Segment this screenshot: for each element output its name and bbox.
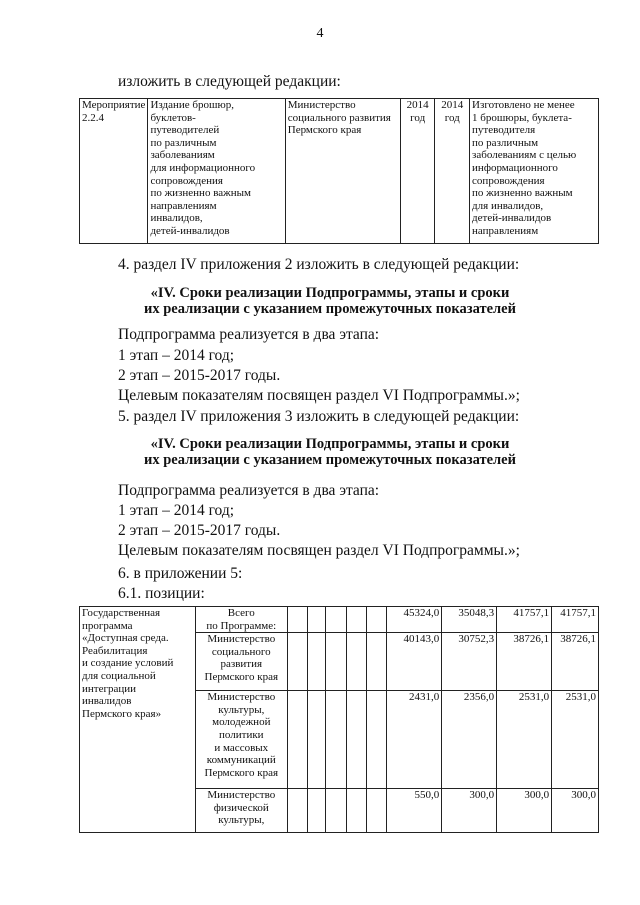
empty-cell: [366, 607, 386, 633]
cell-line: по жизненно важным: [472, 187, 573, 200]
cell-line: Пермского края: [204, 766, 279, 779]
value-cell: 2531,0: [552, 691, 599, 789]
cell-line: 2014: [406, 99, 429, 111]
cell-line: Министерство: [207, 691, 276, 704]
cell-line: Пермского края: [204, 670, 279, 683]
value-cell: 40143,0: [387, 633, 442, 691]
cell-line: программа: [82, 619, 133, 632]
stage-1: 1 этап – 2014 год;: [118, 502, 235, 519]
cell-line: 2.2.4: [82, 111, 104, 124]
value-cell: 2531,0: [497, 691, 552, 789]
item-4: 4. раздел IV приложения 2 изложить в следующей редакции:: [118, 256, 520, 273]
empty-cell: [346, 691, 366, 789]
cell-line: направлениям: [472, 224, 539, 237]
targets-line: Целевым показателям посвящен раздел VI Подпрограммы.»;: [118, 387, 520, 404]
cell-line: Всего: [227, 607, 255, 619]
cell-line: физической: [213, 801, 269, 814]
empty-cell: [366, 691, 386, 789]
value-cell: 30752,3: [442, 633, 497, 691]
value-cell: 45324,0: [387, 607, 442, 633]
value-cell: 41757,1: [497, 607, 552, 633]
cell-line: путеводителей: [150, 124, 220, 137]
empty-cell: [287, 691, 307, 789]
value-cell: 550,0: [387, 789, 442, 833]
cell-line: инвалидов: [82, 695, 132, 708]
cell-line: Министерство: [207, 633, 276, 646]
cell-line: интеграции: [82, 682, 137, 695]
empty-cell: [326, 607, 346, 633]
cell-line: и массовых: [214, 741, 269, 754]
cell-line: для информационного: [150, 161, 256, 174]
cell-line: для инвалидов,: [472, 199, 544, 212]
empty-cell: [307, 691, 325, 789]
empty-cell: [307, 633, 325, 691]
cell-line: сопровождения: [472, 174, 545, 187]
empty-cell: [346, 789, 366, 833]
cell-line: коммуникаций: [206, 754, 276, 767]
stage-2: 2 этап – 2015-2017 годы.: [118, 522, 281, 539]
value-cell: 35048,3: [442, 607, 497, 633]
page-number: 4: [316, 26, 324, 41]
cell-line: по различным: [472, 136, 539, 149]
value-cell: 300,0: [442, 789, 497, 833]
cell-line: социального развития: [287, 111, 391, 124]
cell-line: «Доступная среда.: [82, 632, 169, 645]
stage-2: 2 этап – 2015-2017 годы.: [118, 367, 281, 384]
cell-line: сопровождения: [150, 174, 223, 187]
cell-line: детей-инвалидов: [150, 224, 230, 237]
value-cell: 41757,1: [552, 607, 599, 633]
cell-line: развития: [220, 658, 263, 671]
item-5: 5. раздел IV приложения 3 изложить в следующей редакции:: [118, 408, 520, 425]
cell-line: культуры,: [218, 814, 265, 827]
cell-line: 2014: [441, 99, 464, 111]
executor-cell: [196, 789, 288, 833]
cell-line: молодежной: [212, 716, 271, 729]
empty-cell: [346, 633, 366, 691]
cell-line: инвалидов,: [150, 212, 203, 225]
executor-cell: [196, 691, 288, 789]
cell-line: социального: [211, 645, 271, 658]
program-name-cell: [80, 607, 196, 833]
cell-line: заболеваниям: [150, 149, 215, 162]
heading-line: их реализации с указанием промежуточных показателей: [144, 301, 516, 317]
heading-line: их реализации с указанием промежуточных показателей: [144, 452, 516, 468]
value-cell: 2356,0: [442, 691, 497, 789]
stage-1: 1 этап – 2014 год;: [118, 347, 235, 364]
table-row: [80, 99, 599, 244]
cell-line: Изготовлено не менее: [472, 99, 575, 111]
executor-cell: [196, 633, 288, 691]
cell-line: направлениям: [150, 199, 217, 212]
cell-line: по Программе:: [206, 619, 277, 632]
activity-name-cell: [148, 99, 285, 244]
table-row: [80, 607, 599, 633]
funding-table: [79, 606, 599, 833]
value-cell: 300,0: [497, 789, 552, 833]
empty-cell: [326, 789, 346, 833]
cell-line: Пермского края»: [82, 707, 162, 720]
cell-line: год: [444, 111, 460, 124]
cell-line: заболеваниям с целью: [472, 149, 577, 162]
value-cell: 2431,0: [387, 691, 442, 789]
item-6-1: 6.1. позиции:: [118, 585, 205, 602]
cell-line: Мероприятие: [82, 99, 146, 111]
cell-line: по различным: [150, 136, 217, 149]
cell-line: Реабилитация: [82, 644, 148, 657]
stages-intro: Подпрограмма реализуется в два этапа:: [118, 326, 380, 343]
value-cell: 38726,1: [497, 633, 552, 691]
cell-line: путеводителя: [472, 124, 536, 137]
start-year-cell: [400, 99, 435, 244]
empty-cell: [287, 607, 307, 633]
cell-line: 1 брошюры, буклета-: [472, 111, 572, 124]
activity-table: [79, 98, 599, 244]
end-year-cell: [435, 99, 470, 244]
executor-cell: [196, 607, 288, 633]
empty-cell: [307, 789, 325, 833]
empty-cell: [366, 633, 386, 691]
heading-line: «IV. Сроки реализации Подпрограммы, этапы и сроки: [150, 436, 510, 452]
section-heading-1: [90, 285, 570, 317]
section-heading-2: [90, 436, 570, 468]
empty-cell: [287, 789, 307, 833]
responsible-cell: [285, 99, 400, 244]
empty-cell: [307, 607, 325, 633]
cell-line: буклетов-: [150, 111, 196, 124]
cell-line: Министерство: [207, 789, 276, 802]
stages-intro: Подпрограмма реализуется в два этапа:: [118, 482, 380, 499]
value-cell: 300,0: [552, 789, 599, 833]
empty-cell: [346, 607, 366, 633]
intro-line: изложить в следующей редакции:: [118, 73, 341, 90]
targets-line: Целевым показателям посвящен раздел VI Подпрограммы.»;: [118, 542, 520, 559]
cell-line: Государственная: [82, 607, 161, 619]
item-6: 6. в приложении 5:: [118, 565, 243, 582]
cell-line: год: [410, 111, 426, 124]
cell-line: для социальной: [82, 669, 156, 682]
cell-line: детей-инвалидов: [472, 212, 552, 225]
cell-line: политики: [219, 728, 264, 741]
cell-line: по жизненно важным: [150, 187, 251, 200]
heading-line: «IV. Сроки реализации Подпрограммы, этапы и сроки: [150, 285, 510, 301]
result-cell: [470, 99, 599, 244]
empty-cell: [326, 633, 346, 691]
cell-line: информационного: [472, 161, 558, 174]
cell-line: культуры,: [218, 703, 265, 716]
value-cell: 38726,1: [552, 633, 599, 691]
empty-cell: [326, 691, 346, 789]
activity-code-cell: [80, 99, 148, 244]
cell-line: Издание брошюр,: [150, 99, 234, 111]
cell-line: Пермского края: [287, 124, 362, 137]
cell-line: и создание условий: [82, 657, 174, 670]
empty-cell: [287, 633, 307, 691]
cell-line: Министерство: [287, 99, 356, 111]
empty-cell: [366, 789, 386, 833]
